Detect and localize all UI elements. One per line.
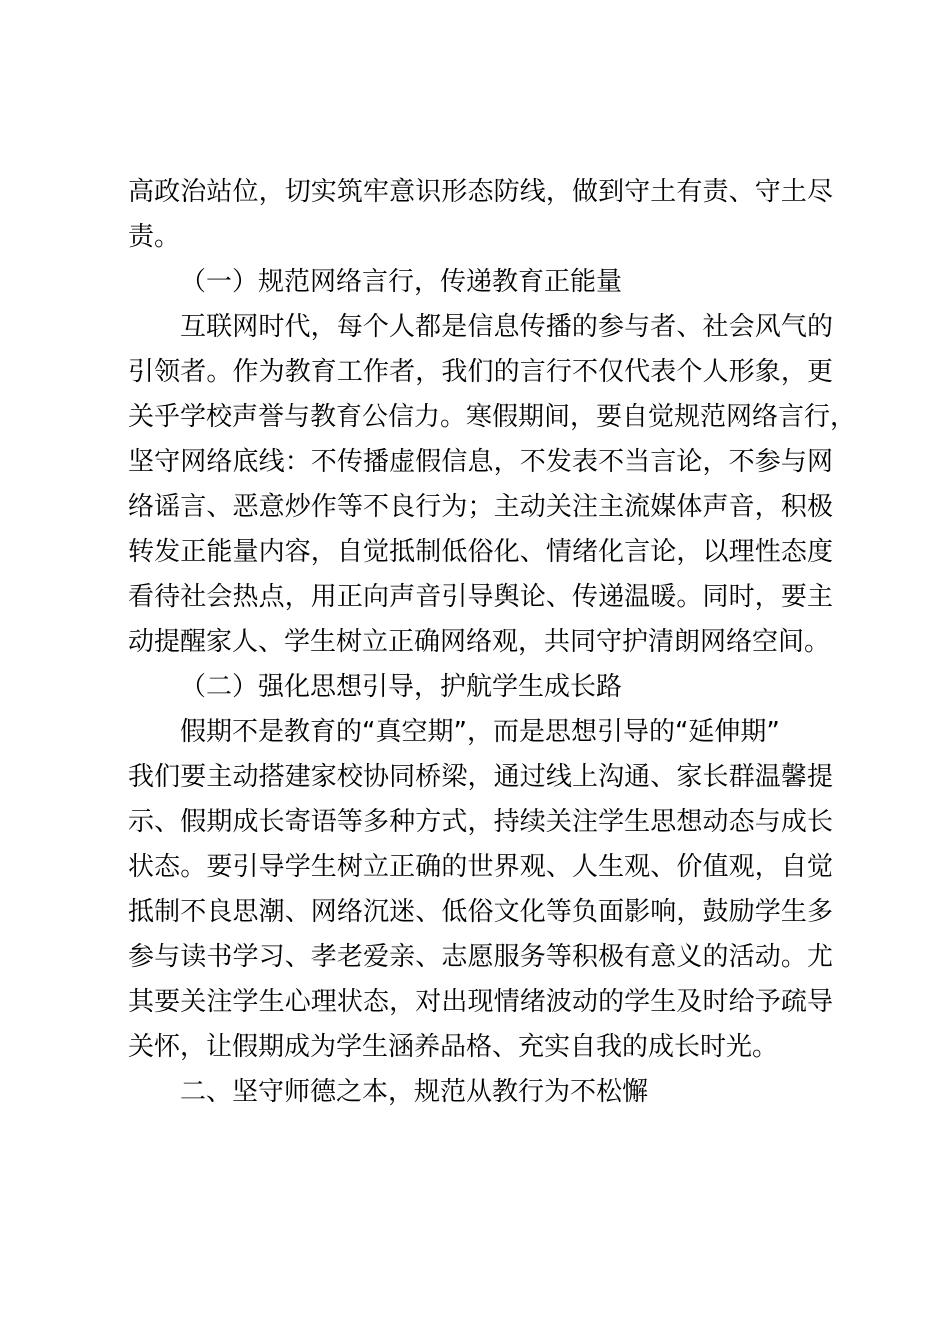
text-line: 示、假期成长寄语等多种方式，持续关注学生思想动态与成长 xyxy=(128,807,833,837)
document-body xyxy=(128,170,857,1115)
text-line: 互联网时代，每个人都是信息传播的参与者、社会风气的 xyxy=(180,312,833,342)
section-heading-2 xyxy=(128,665,833,710)
paragraph-network-conduct xyxy=(128,305,857,665)
text-line: 参与读书学习、孝老爱亲、志愿服务等积极有意义的活动。尤 xyxy=(128,942,833,972)
text-line: 我们要主动搭建家校协同桥梁，通过线上沟通、家长群温馨提 xyxy=(128,762,833,792)
paragraph-continuation xyxy=(128,170,833,260)
text-line: 关怀，让假期成为学生涵养品格、充实自我的成长时光。 xyxy=(128,1032,779,1062)
text-line: 络谣言、恶意炒作等不良行为；主动关注主流媒体声音，积极 xyxy=(128,492,833,522)
section-heading-3 xyxy=(128,1070,833,1115)
text-line: 看待社会热点，用正向声音引导舆论、传递温暖。同时，要主 xyxy=(128,582,833,612)
heading-text: （一）规范网络言行，传递教育正能量 xyxy=(180,267,623,297)
text-line: 其要关注学生心理状态，对出现情绪波动的学生及时给予疏导 xyxy=(128,987,833,1017)
text-line: 坚守网络底线：不传播虚假信息，不发表不当言论，不参与网 xyxy=(128,447,833,477)
paragraph-thought-guidance xyxy=(128,710,833,1070)
text-line: 转发正能量内容，自觉抵制低俗化、情绪化言论，以理性态度 xyxy=(128,537,833,567)
heading-text: 二、坚守师德之本，规范从教行为不松懈 xyxy=(180,1077,649,1107)
section-heading-1 xyxy=(128,260,833,305)
text-line: 状态。要引导学生树立正确的世界观、人生观、价值观，自觉 xyxy=(128,852,833,882)
heading-text: （二）强化思想引导，护航学生成长路 xyxy=(180,672,623,702)
text-line: 高政治站位，切实筑牢意识形态防线，做到守土有责、守土尽 xyxy=(128,177,833,207)
text-line: 关乎学校声誉与教育公信力。寒假期间，要自觉规范网络言行， xyxy=(128,402,857,432)
text-line: 引领者。作为教育工作者，我们的言行不仅代表个人形象，更 xyxy=(128,357,833,387)
text-line: 抵制不良思潮、网络沉迷、低俗文化等负面影响，鼓励学生多 xyxy=(128,897,833,927)
text-line: 假期不是教育的“真空期”，而是思想引导的“延伸期” xyxy=(180,717,780,747)
text-line: 责。 xyxy=(128,222,181,252)
text-line: 动提醒家人、学生树立正确网络观，共同守护清朗网络空间。 xyxy=(128,627,831,657)
